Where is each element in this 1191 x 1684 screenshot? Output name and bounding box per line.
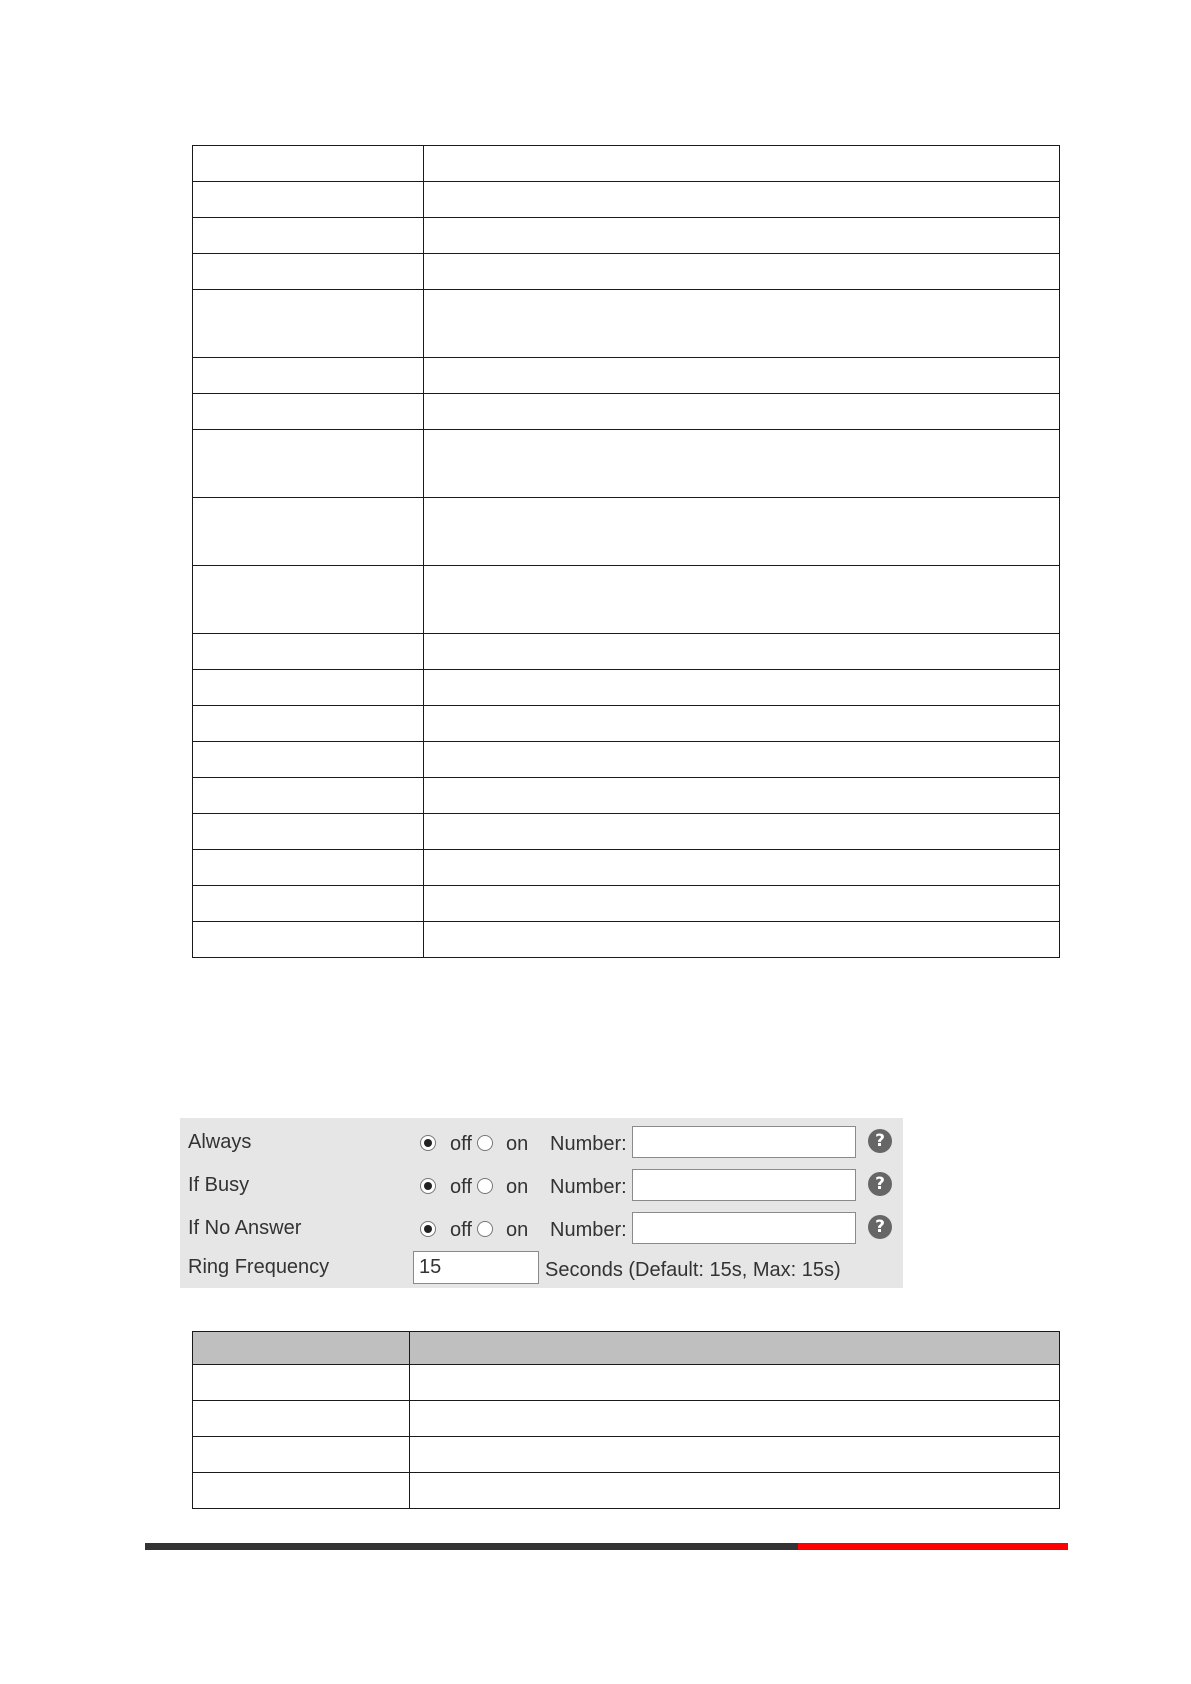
table-cell bbox=[410, 1437, 1060, 1473]
table-cell bbox=[193, 634, 424, 670]
table-cell bbox=[193, 430, 424, 498]
table-cell bbox=[424, 566, 1060, 634]
call-forward-panel bbox=[180, 1118, 903, 1288]
table-cell bbox=[424, 634, 1060, 670]
ring-frequency-label: Ring Frequency bbox=[188, 1256, 330, 1278]
table-row bbox=[193, 498, 1060, 566]
table-cell bbox=[424, 850, 1060, 886]
table-cell bbox=[193, 886, 424, 922]
table-cell bbox=[424, 358, 1060, 394]
table-row bbox=[193, 814, 1060, 850]
table-row bbox=[193, 146, 1060, 182]
number-input[interactable] bbox=[632, 1212, 856, 1244]
table-cell bbox=[424, 218, 1060, 254]
table-cell bbox=[193, 146, 424, 182]
table-row bbox=[193, 886, 1060, 922]
number-input[interactable] bbox=[632, 1169, 856, 1201]
footer-rule-red bbox=[798, 1543, 1068, 1550]
table-cell bbox=[193, 922, 424, 958]
table-cell bbox=[193, 742, 424, 778]
table-cell bbox=[424, 430, 1060, 498]
table-cell bbox=[410, 1473, 1060, 1509]
number-label: Number: bbox=[550, 1176, 627, 1198]
table-cell bbox=[193, 394, 424, 430]
table-cell bbox=[193, 706, 424, 742]
table-row bbox=[193, 566, 1060, 634]
off-radio[interactable] bbox=[420, 1221, 436, 1237]
table-cell bbox=[193, 182, 424, 218]
forward-row-always bbox=[180, 1123, 903, 1163]
table-cell bbox=[193, 778, 424, 814]
table-header-cell bbox=[410, 1332, 1060, 1365]
on-label: on bbox=[506, 1133, 529, 1155]
table-cell bbox=[424, 670, 1060, 706]
help-icon[interactable]: ? bbox=[868, 1215, 892, 1239]
table-cell bbox=[193, 670, 424, 706]
table-row bbox=[193, 254, 1060, 290]
off-radio[interactable] bbox=[420, 1178, 436, 1194]
table-row bbox=[193, 218, 1060, 254]
ring-frequency-input[interactable] bbox=[413, 1251, 539, 1284]
ring-frequency-note: Seconds (Default: 15s, Max: 15s) bbox=[545, 1259, 841, 1281]
row-label: If Busy bbox=[188, 1174, 250, 1196]
table-header-cell bbox=[193, 1332, 410, 1365]
table-row bbox=[193, 1437, 1060, 1473]
off-label: off bbox=[450, 1133, 472, 1155]
number-label: Number: bbox=[550, 1219, 627, 1241]
table-row bbox=[193, 182, 1060, 218]
on-label: on bbox=[506, 1219, 529, 1241]
number-input[interactable] bbox=[632, 1126, 856, 1158]
table-row bbox=[193, 1473, 1060, 1509]
on-radio[interactable] bbox=[477, 1178, 493, 1194]
table-row bbox=[193, 850, 1060, 886]
off-label: off bbox=[450, 1176, 472, 1198]
table-cell bbox=[193, 358, 424, 394]
table-cell bbox=[424, 146, 1060, 182]
table-cell bbox=[410, 1365, 1060, 1401]
table-cell bbox=[193, 254, 424, 290]
table-row bbox=[193, 394, 1060, 430]
settings-table-bottom bbox=[192, 1331, 1060, 1509]
table-cell bbox=[424, 814, 1060, 850]
help-icon[interactable]: ? bbox=[868, 1129, 892, 1153]
table-row bbox=[193, 742, 1060, 778]
off-radio[interactable] bbox=[420, 1135, 436, 1151]
table-row bbox=[193, 358, 1060, 394]
on-radio[interactable] bbox=[477, 1135, 493, 1151]
on-label: on bbox=[506, 1176, 529, 1198]
table-cell bbox=[193, 290, 424, 358]
table-cell bbox=[193, 850, 424, 886]
table-row bbox=[193, 634, 1060, 670]
table-cell bbox=[424, 498, 1060, 566]
table-cell bbox=[193, 814, 424, 850]
table-cell bbox=[193, 566, 424, 634]
table-row bbox=[193, 922, 1060, 958]
number-label: Number: bbox=[550, 1133, 627, 1155]
table-cell bbox=[424, 394, 1060, 430]
table-header-row bbox=[193, 1332, 1060, 1365]
table-cell bbox=[424, 182, 1060, 218]
settings-table-top bbox=[192, 145, 1060, 958]
table-cell bbox=[193, 1473, 410, 1509]
forward-row-busy bbox=[180, 1166, 903, 1206]
table-cell bbox=[193, 1401, 410, 1437]
table-row bbox=[193, 430, 1060, 498]
table-row bbox=[193, 670, 1060, 706]
table-row bbox=[193, 1401, 1060, 1437]
table-row bbox=[193, 706, 1060, 742]
row-label: If No Answer bbox=[188, 1217, 302, 1239]
row-label: Always bbox=[188, 1131, 252, 1153]
on-radio[interactable] bbox=[477, 1221, 493, 1237]
table-cell bbox=[424, 706, 1060, 742]
table-row bbox=[193, 778, 1060, 814]
forward-row-no-answer bbox=[180, 1209, 903, 1249]
table-cell bbox=[193, 218, 424, 254]
table-cell bbox=[424, 886, 1060, 922]
table-cell bbox=[193, 1365, 410, 1401]
table-row bbox=[193, 1365, 1060, 1401]
table-cell bbox=[193, 1437, 410, 1473]
table-cell bbox=[424, 742, 1060, 778]
table-cell bbox=[424, 290, 1060, 358]
table-cell bbox=[424, 922, 1060, 958]
table-cell bbox=[193, 498, 424, 566]
ring-frequency-row bbox=[180, 1248, 903, 1288]
table-cell bbox=[424, 254, 1060, 290]
footer-rule-dark bbox=[145, 1543, 798, 1550]
table-cell bbox=[424, 778, 1060, 814]
table-row bbox=[193, 290, 1060, 358]
off-label: off bbox=[450, 1219, 472, 1241]
help-icon[interactable]: ? bbox=[868, 1172, 892, 1196]
table-cell bbox=[410, 1401, 1060, 1437]
